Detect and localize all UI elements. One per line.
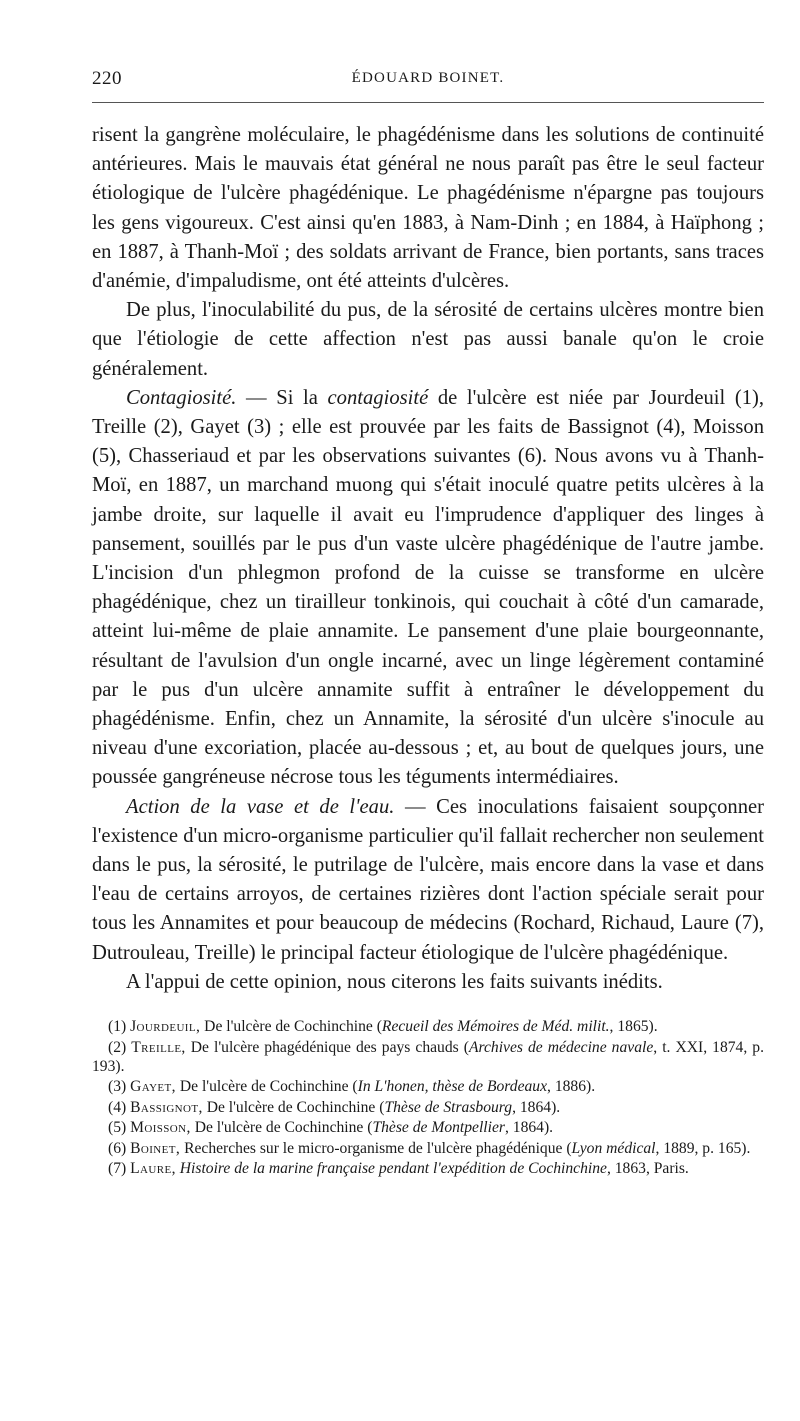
footnote-author: Bassignot, <box>130 1098 203 1116</box>
paragraph-contagiosite <box>92 384 764 793</box>
body-text <box>92 121 764 997</box>
footnote <box>92 1159 764 1178</box>
footnote-text: , 1889, p. 165). <box>655 1139 751 1157</box>
paragraph-dash: — Si la <box>236 386 328 409</box>
footnote-text: Recherches sur le micro-organisme de l'ulcère phagédénique ( <box>180 1139 572 1157</box>
footnote-number: (7) <box>108 1159 131 1177</box>
book-page <box>92 62 764 1179</box>
footnote-title: Thèse de Montpellier <box>372 1119 505 1137</box>
footnote-number: (1) <box>108 1018 131 1036</box>
footnote-title: Histoire de la marine française pendant l'expédition de Cochinchine <box>179 1159 607 1177</box>
footnote <box>92 1139 764 1158</box>
paragraph-2: De plus, l'inoculabilité du pus, de la sérosité de certains ulcères montre bien que l'étiologie de cette affection n'est pas aussi banale qu'on le croie généralement. <box>92 299 764 380</box>
footnote <box>92 1077 764 1096</box>
footnotes <box>92 1017 764 1178</box>
footnote-text: , t. XXI, 1874, p. 193). <box>92 1038 764 1075</box>
footnote-author: Treille, <box>131 1038 186 1056</box>
footnote-number: (3) <box>108 1078 131 1096</box>
section-heading-contagiosite: Contagiosité. <box>126 386 237 409</box>
footnote-title: Thèse de Strasbourg <box>384 1098 513 1116</box>
footnote-number: (5) <box>108 1119 131 1137</box>
paragraph-action-vase <box>92 793 764 968</box>
footnote <box>92 1038 764 1077</box>
footnote-text: , 1863, Paris. <box>606 1159 689 1177</box>
paragraph-3-text: de l'ulcère est niée par Jourdeuil (1), Treille (2), Gayet (3) ; elle est prouvée par les faits de Bassignot (4), Moisson (5), Chasseriaud et par les observations suivantes (6). Nous avons vu à Thanh-Moï, en 1887, un marchand muong qui s'était inoculé quatre petits ulcères à la jambe droite, sur laquelle il avait eu l'imprudence d'appliquer des linges à pansement, souillés par le pus d'un vaste ulcère phagédénique de l'autre jambe. L'incision d'un phlegmon profond de la cuisse se transforme en ulcère phagédénique, chez un tirailleur tonkinois, qui couchait à côté d'un camarade, atteint lui-même de plaie annamite. Le pansement d'une plaie bourgeonnante, résultant de l'avulsion d'un ongle incarné, avec un linge légèrement contaminé par le pus d'un ulcère annamite suffit à entraîner le développement du phagédénisme. Enfin, chez un Annamite, la sérosité d'un ulcère s'inocule au niveau d'une excoriation, placée au-dessous ; et, au bout de quelques jours, une poussée gangréneuse nécrose tous les téguments intermédiaires. <box>92 386 765 789</box>
paragraph-4-text: — Ces inoculations faisaient soupçonner l'existence d'un micro-organisme particulier qu'il fallait rechercher non seulement dans le pus, la sérosité, le putrilage de l'ulcère, mais encore dans la vase et dans l'eau de certains arroyos, de certaines rizières dont l'action spéciale serait pour tous les Annamites et pour beaucoup de médecins (Rochard, Richaud, Laure (7), Dutrouleau, Treille) le principal facteur étiologique de l'ulcère phagédénique. <box>92 795 764 964</box>
footnote-text: De l'ulcère de Cochinchine ( <box>200 1018 382 1036</box>
footnote <box>92 1118 764 1137</box>
footnote-text: , 1886). <box>547 1078 596 1096</box>
footnote-title: Archives de médecine navale <box>468 1038 654 1056</box>
footnote-text: De l'ulcère phagédénique des pays chauds ( <box>185 1038 469 1056</box>
section-heading-action-vase: Action de la vase et de l'eau. <box>126 795 395 818</box>
footnote-text: , 1864). <box>504 1119 554 1137</box>
footnote-title: In L'honen, thèse de Bordeaux <box>357 1078 548 1096</box>
running-title: ÉDOUARD BOINET. <box>351 70 505 86</box>
paragraph-1: risent la gangrène moléculaire, le phagédénisme dans les solutions de continuité antérieures. Mais le mauvais état général ne nous paraît pas être le seul facteur étiologique de l'ulcère phagédénique. Le phagédénisme n'épargne pas toujours les gens vigoureux. C'est ainsi qu'en 1883, à Nam-Dinh ; en 1884, à Haïphong ; en 1887, à Thanh-Moï ; des soldats arrivant de France, bien portants, sans traces d'anémie, d'impaludisme, ont été atteints d'ulcères. <box>92 124 764 293</box>
footnote-number: (4) <box>108 1098 131 1116</box>
footnote-text: , 1865). <box>609 1018 658 1036</box>
page-number: 220 <box>92 68 122 89</box>
footnote-number: (2) <box>108 1038 132 1056</box>
footnote-title: Recueil des Mémoires de Méd. milit. <box>381 1018 610 1036</box>
footnote <box>92 1017 764 1036</box>
footnote <box>92 1098 764 1117</box>
footnote-author: Laure, <box>130 1159 176 1177</box>
emphasis-contagiosite: contagiosité <box>327 386 429 409</box>
footnote-number: (6) <box>108 1139 131 1157</box>
footnote-title: Lyon médical <box>571 1139 656 1157</box>
footnote-text: , 1864). <box>512 1098 561 1116</box>
footnote-author: Boinet, <box>130 1139 181 1157</box>
paragraph-5: A l'appui de cette opinion, nous citerons les faits suivants inédits. <box>126 970 663 993</box>
footnote-author: Gayet, <box>130 1078 176 1096</box>
footnote-text: De l'ulcère de Cochinchine ( <box>175 1078 358 1096</box>
header-rule <box>92 102 764 103</box>
running-head <box>92 62 764 94</box>
footnote-author: Jourdeuil, <box>130 1018 201 1036</box>
footnote-text: De l'ulcère de Cochinchine ( <box>190 1119 373 1137</box>
footnote-author: Moisson, <box>130 1119 191 1137</box>
footnote-text: De l'ulcère de Cochinchine ( <box>202 1098 385 1116</box>
